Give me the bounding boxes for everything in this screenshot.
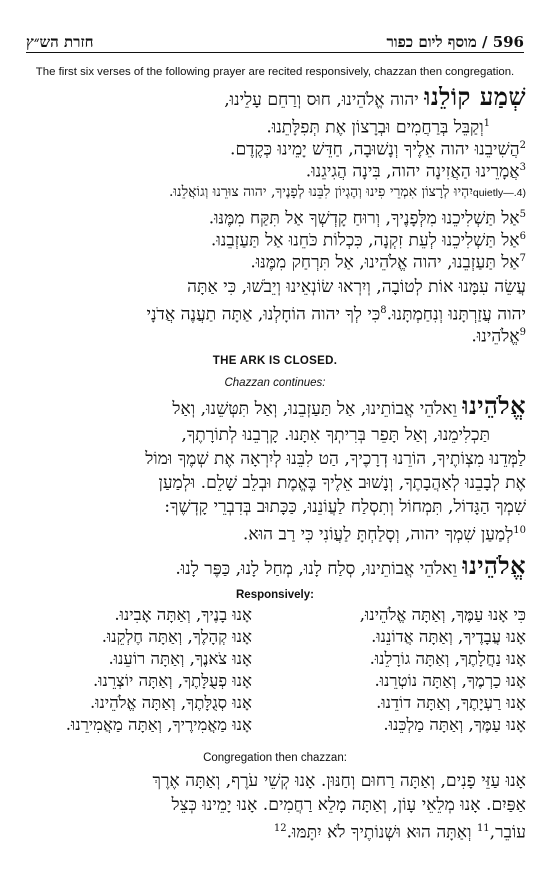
verse-4 <box>22 181 526 204</box>
verse-text: יהוה עֲזַרְתָּנוּ וְנִחַמְתָּנוּ. <box>386 304 526 325</box>
elokeinu-line-3: לַמְּדֵנוּ מִצְוֹתֶיךָ, הוֹרֵנוּ דְרָכֶיךָ, הַט לִבֵּנוּ לְיִרְאָה אֶת שְׁמֶךָ וּמוֹל <box>145 449 526 469</box>
responsive-right-col <box>256 604 526 736</box>
responsive-line: אָנוּ עַמֶּךָ, וְאַתָּה מַלְכֵּנוּ. <box>383 715 526 734</box>
verse-number: 6 <box>519 231 526 242</box>
verse-text: כִּי לְךָ יהוה הוֹחָלְנוּ, אַתָּה תַעֲנֶה אֲדֹנָי <box>146 304 381 325</box>
shema-kolenu-lead: שְׁמַע קוֹלֵנוּ <box>424 86 526 111</box>
verse-text: אֲמָרֵינוּ הַאֲזִינָה יהוה, בִּינָה הֲגִיגֵנוּ. <box>305 161 520 182</box>
elokeinu-line-6 <box>22 520 526 546</box>
instruction-responsive: The first six verses of the following prayer are recited responsively, chazzan then congregation. <box>35 66 515 78</box>
verse-number: 8 <box>380 305 387 316</box>
verse-text: אַל תַּעַזְבֵנוּ, יהוה אֱלֹהֵינוּ, אַל תִּרְחַק מִמֶּנּוּ. <box>250 252 520 273</box>
verse-text: לְמַעַן שִׁמְךָ יהוה, וְסָלַחְתָּ לַעֲוֹנִי כִּי רַב הוּא. <box>242 524 514 545</box>
verse-text: עוֹבֵר, <box>489 822 526 843</box>
ark-closed-heading: THE ARK IS CLOSED. <box>212 355 338 367</box>
verse-text: הֲשִׁיבֵנוּ יהוה אֵלֶיךָ וְנָשׁוּבָה, חַדֵּשׁ יָמֵינוּ כְּקֶדֶם. <box>229 139 520 160</box>
anu-azei-line-2: אַפַּיִם. אָנוּ מְלֵאֵי עָוֹן, וְאַתָּה מָלֵא רַחֲמִים. אָנוּ יָמֵינוּ כְּצֵל <box>171 795 526 815</box>
verse-7 <box>22 248 526 274</box>
responsive-line: אָנוּ כַרְמֶךָ, וְאַתָּה נוֹטְרֵנוּ. <box>374 671 526 690</box>
responsively-note: Responsively: <box>236 589 314 601</box>
chazzan-continues-note: Chazzan continues: <box>224 377 326 389</box>
verse-number: 9 <box>519 327 526 338</box>
verse-text: אַל תַּשְׁלִיכֵנוּ מִלְּפָנֶיךָ, וְרוּחַ קָדְשְׁךָ אַל תִּקַּח מִמֶּנּוּ. <box>208 208 520 229</box>
verse-number: 7 <box>519 253 526 264</box>
anu-azei-line-3 <box>22 818 526 844</box>
responsive-line: אָנוּ פְעֻלָּתֶךָ, וְאַתָּה יוֹצְרֵנוּ. <box>92 671 252 690</box>
selach-lanu-line <box>22 555 526 580</box>
verse-number: 11 <box>476 823 490 834</box>
quietly-note: (4.—quietly <box>472 187 526 199</box>
responsive-line: אָנוּ נַחֲלָתֶךָ, וְאַתָּה גוֹרָלֵנוּ. <box>369 649 526 668</box>
verse-number: 10 <box>513 525 526 536</box>
responsive-line: אָנוּ עֲבָדֶיךָ, וְאַתָּה אֲדוֹנֵנוּ. <box>371 627 526 646</box>
congregation-then-chazzan-note: Congregation then chazzan: <box>203 752 347 764</box>
page-header <box>26 26 524 53</box>
verse-text: אַל תַּשְׁלִיכֵנוּ לְעֵת זִקְנָה, כִּכְלוֹת כֹּחֵנוּ אַל תַּעַזְבֵנוּ. <box>210 230 520 251</box>
verse-number: 3 <box>519 162 526 173</box>
responsive-line: אָנוּ מַאֲמִירֶיךָ, וְאַתָּה מַאֲמִירֵנוּ. <box>65 715 252 734</box>
selach-lead: אֱלֹהֵינוּ <box>462 555 526 580</box>
responsive-line: כִּי אָנוּ עַמֶּךָ, וְאַתָּה אֱלֹהֵינוּ, <box>359 605 526 624</box>
shema-kolenu-line-1 <box>22 86 526 111</box>
verse-number: 1 <box>483 118 490 129</box>
responsive-line: אָנוּ סְגֻלָּתֶךָ, וְאַתָּה אֱלֹהֵינוּ. <box>89 693 252 712</box>
header-page-title: 596 / מוסף ליום כפור <box>386 33 524 51</box>
verse-number: 2 <box>519 140 526 151</box>
elokeinu-line-4: אֶת לְבָבֵנוּ לְאַהֲבָתֶךָ, וְנָשׁוּב אֵלֶיךָ בֶּאֱמֶת וּבְלֵב שָׁלֵם. וּלְמַעַן <box>158 473 526 493</box>
verse-number: 12 <box>273 823 287 834</box>
responsive-line: אָנוּ רַעְיָתֶךָ, וְאַתָּה דוֹדֵנוּ. <box>376 693 526 712</box>
verse-3 <box>22 157 526 183</box>
selach-text: וֵאלֹהֵי אֲבוֹתֵינוּ, סְלַח לָנוּ, מְחַל לָנוּ, כַּפֶּר לָנוּ. <box>175 559 463 579</box>
verse-text: וְקַבֵּל בְּרַחֲמִים וּבְרָצוֹן אֶת תְּפִלָּתֵנוּ. <box>266 117 484 138</box>
verse-number: 5 <box>519 209 526 220</box>
verse-text: וְאַתָּה הוּא וּשְׁנוֹתֶיךָ לֹא יִתָּמּוּ. <box>286 822 477 843</box>
elokeinu-line-2: תַּכְלִימֵנוּ, וְאַל תָּפֵר בְּרִיתְךָ אִתָּנוּ. קָרְבֵנוּ לְתוֹרָתֶךָ, <box>181 425 490 445</box>
shema-kolenu-text: יהוה אֱלֹהֵינוּ, חוּס וְרַחֵם עָלֵינוּ, <box>224 90 425 110</box>
verse-9 <box>22 322 526 348</box>
verse-text: יִהְיוּ לְרָצוֹן אִמְרֵי פִינוּ וְהֶגְיוֹן לִבֵּנוּ לְפָנֶיךָ, יהוה צוּרֵנוּ וְגוֹאֲלֵנוּ. <box>168 184 473 200</box>
responsive-left-col <box>22 604 252 736</box>
verse-8-line-1: עֲשֵׂה עִמָּנוּ אוֹת לְטוֹבָה, וְיִרְאוּ שׂוֹנְאֵינוּ וְיֵבֹשׁוּ, כִּי אַתָּה <box>187 277 526 297</box>
responsive-line: אָנוּ קְהָלֶךָ, וְאַתָּה חֶלְקֵנוּ. <box>101 627 252 646</box>
responsive-line: אָנוּ בָנֶיךָ, וְאַתָּה אָבִינוּ. <box>114 605 252 624</box>
elokeinu-text: וֵאלֹהֵי אֲבוֹתֵינוּ, אַל תַּעַזְבֵנוּ, וְאַל תִּטְּשֵׁנוּ, וְאַל <box>172 399 463 419</box>
anu-azei-line-1: אָנוּ עַזֵּי פָנִים, וְאַתָּה רַחוּם וְחַנּוּן. אָנוּ קְשֵׁי עֹרֶף, וְאַתָּה אֶרֶךְ <box>152 771 526 791</box>
elokeinu-line-5: שִׁמְךָ הַגָּדוֹל, תִּמְחוֹל וְתִסְלַח לַעֲוֹנֵנוּ, כַּכָּתוּב בְּדִבְרֵי קָדְשֶׁךָ: <box>164 497 526 517</box>
elokeinu-lead: אֱלֹהֵינוּ <box>462 395 526 420</box>
verse-text: אֱלֹהֵינוּ. <box>471 326 520 347</box>
responsive-line: אָנוּ צֹאנֶךָ, וְאַתָּה רוֹעֵנוּ. <box>108 649 252 668</box>
header-section-title: חזרת הש״ץ <box>26 33 94 51</box>
elokeinu-line-1 <box>22 395 526 420</box>
